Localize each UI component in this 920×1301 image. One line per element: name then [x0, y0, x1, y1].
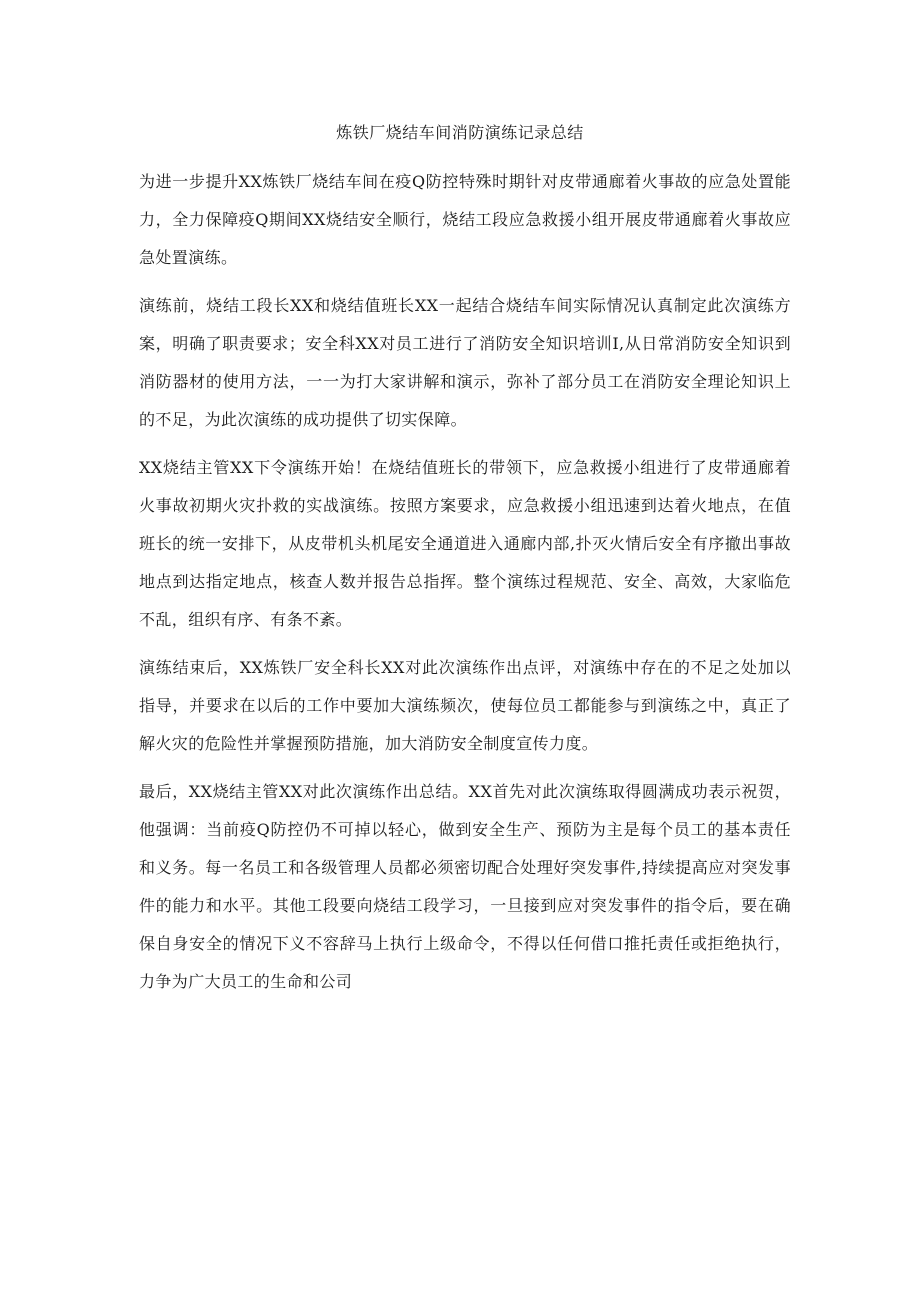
document-title: 炼铁厂烧结车间消防演练记录总结	[336, 123, 584, 142]
paragraph-preparation: 演练前，烧结工段长XX和烧结值班长XX一起结合烧结车间实际情况认真制定此次演练方案，明确了职责要求；安全科XX对员工进行了消防安全知识培训I,从日常消防安全知识到消防器材的使用方法，一一为打大家讲解和演示，弥补了部分员工在消防安全理论知识上的不足，为此次演练的成功提供了切实保障。	[139, 296, 791, 429]
paragraph-drill: XX烧结主管XX下令演练开始！在烧结值班长的带领下，应急救援小组进行了皮带通廊着火事故初期火灾扑救的实战演练。按照方案要求，应急救援小组迅速到达着火地点，在值班长的统一安排下，从皮带机头机尾安全通道进入通廊内部,扑灭火情后安全有序撤出事故地点到达指定地点，核查人数并报告总指挥。整个演练过程规范、安全、高效，大家临危不乱，组织有序、有条不紊。	[139, 458, 791, 629]
paragraph-summary: 最后，XX烧结主管XX对此次演练作出总结。XX首先对此次演练取得圆满成功表示祝贺，他强调：当前疫Q防控仍不可掉以轻心，做到安全生产、预防为主是每个员工的基本责任和义务。每一名员工和各级管理人员都必须密切配合处理好突发事件,持续提高应对突发事件的能力和水平。其他工段要向烧结工段学习，一旦接到应对突发事件的指令后，要在确保自身安全的情况下义不容辞马上执行上级命令，不得以任何借口推托责任或拒绝执行，力争为广大员工的生命和公司	[139, 782, 791, 991]
document-body	[139, 163, 791, 1011]
paragraph-intro: 为进一步提升XX炼铁厂烧结车间在疫Q防控特殊时期针对皮带通廊着火事故的应急处置能力，全力保障疫Q期间XX烧结安全顺行，烧结工段应急救援小组开展皮带通廊着火事故应急处置演练。	[139, 172, 791, 267]
paragraph-review: 演练结束后，XX炼铁厂安全科长XX对此次演练作出点评，对演练中存在的不足之处加以指导，并要求在以后的工作中要加大演练频次，使每位员工都能参与到演练之中，真正了解火灾的危险性并掌握预防措施，加大消防安全制度宣传力度。	[139, 658, 791, 753]
